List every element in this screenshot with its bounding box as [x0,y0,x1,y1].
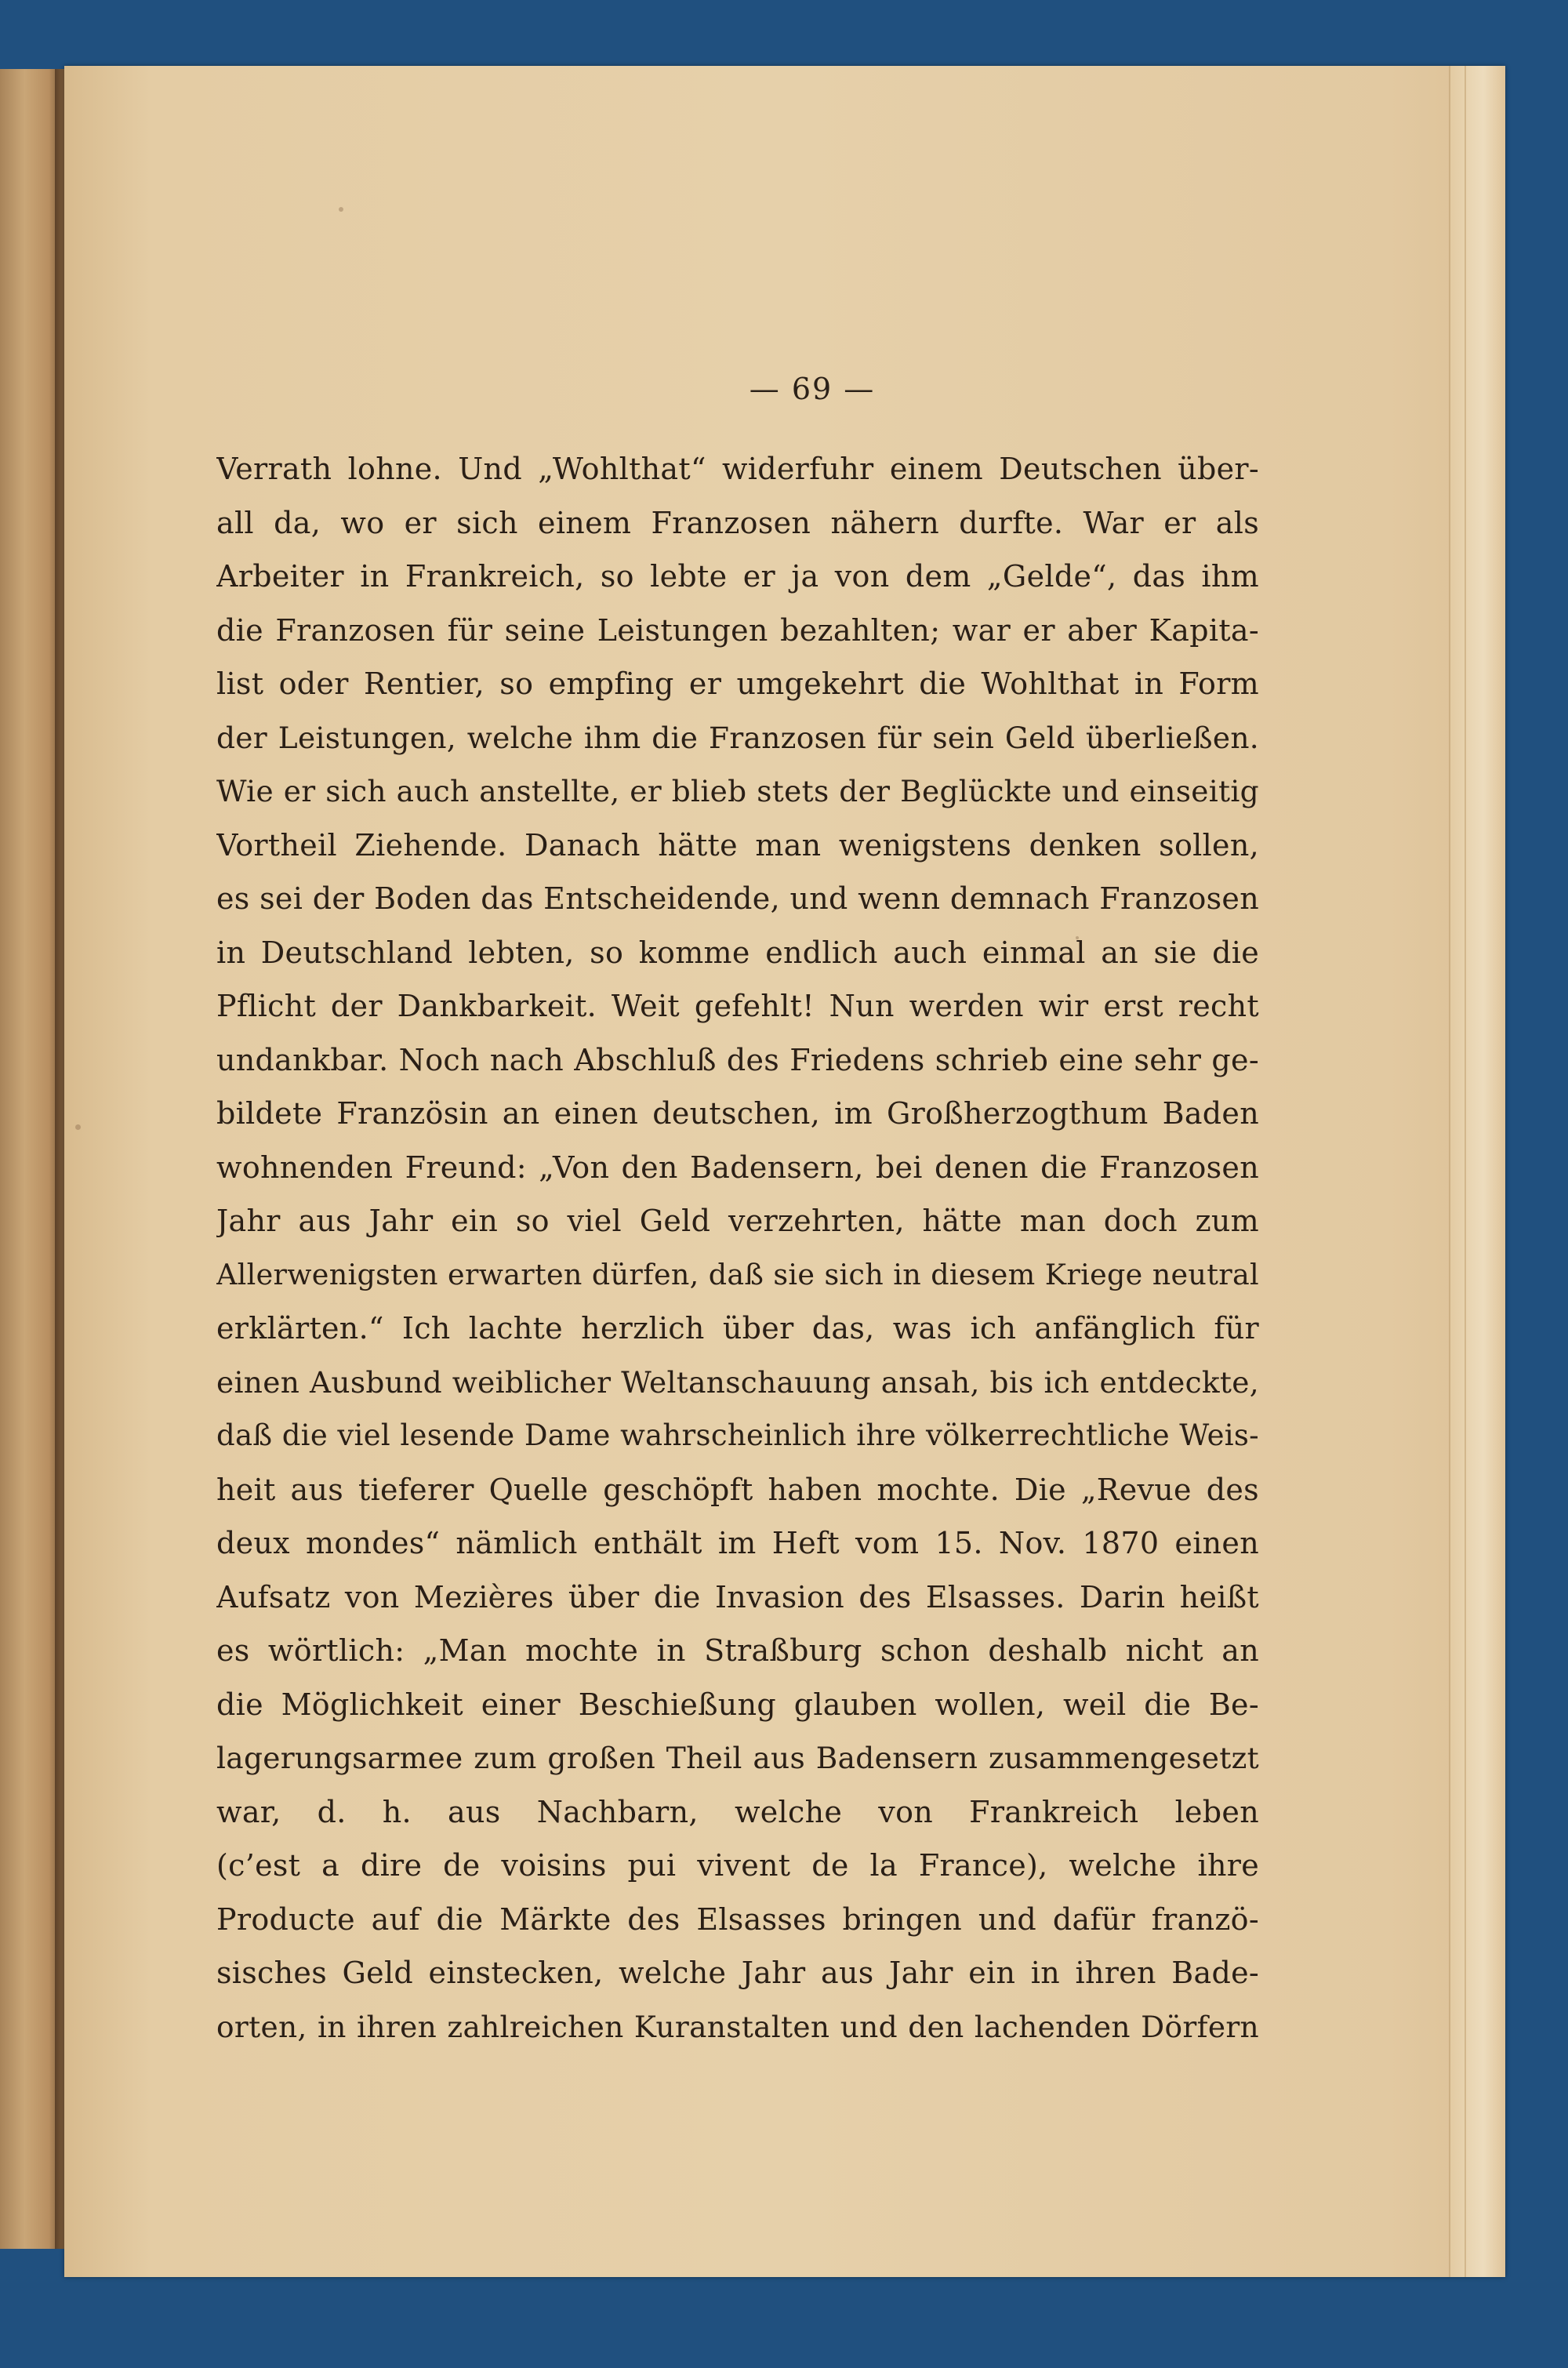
book-page [64,66,1505,2277]
text-line: orten, in ihren zahlreichen Kuranstalten und den lachenden Dörfern [216,2009,1259,2044]
text-line: es sei der Boden das Entscheidende, und wenn demnach Franzosen [216,881,1259,916]
paper-speck [339,207,343,212]
text-line: der Leistungen, welche ihm die Franzosen für sein Geld überließen. [216,720,1259,755]
text-line: Vortheil Ziehende. Danach hätte man wenigstens denken sollen, [216,827,1259,863]
text-line: Producte auf die Märkte des Elsasses bringen und dafür franzö- [216,1901,1259,1937]
text-line: Allerwenigsten erwarten dürfen, daß sie sich in diesem Kriege neutral [216,1257,1259,1291]
text-line: sisches Geld einstecken, welche Jahr aus Jahr ein in ihren Bade- [216,1956,1259,1990]
text-line: deux mondes“ nämlich enthält im Heft vom 15. Nov. 1870 einen [216,1526,1259,1560]
text-line: war, d. h. aus Nachbarn, welche von Frankreich leben [216,1794,1259,1829]
text-line: die Möglichkeit einer Beschießung glauben wollen, weil die Be- [216,1687,1259,1722]
text-line: all da, wo er sich einem Franzosen nähern durfte. War er als [216,505,1259,540]
page-number: — 69 — [749,372,876,406]
text-line: erklärten.“ Ich lachte herzlich über das, was ich anfänglich für [216,1311,1259,1346]
text-line: wohnenden Freund: „Von den Badensern, bei denen die Franzosen [216,1149,1259,1185]
text-line: Verrath lohne. Und „Wohlthat“ widerfuhr einem Deutschen über- [216,452,1259,486]
text-line: list oder Rentier, so empfing er umgekehrt die Wohlthat in Form [216,666,1259,701]
text-line: in Deutschland lebten, so komme endlich auch einmal an sie die [216,935,1259,970]
text-line: daß die viel lesende Dame wahrscheinlich ihre völkerrechtliche Weis- [216,1418,1259,1452]
paper-speck [75,1124,81,1130]
text-line: Jahr aus Jahr ein so viel Geld verzehrten, hätte man doch zum [216,1204,1259,1238]
text-line: undankbar. Noch nach Abschluß des Friedens schrieb eine sehr ge- [216,1042,1259,1077]
text-line: Wie er sich auch anstellte, er blieb stets der Beglückte und einseitig [216,774,1259,808]
text-line: Aufsatz von Mezières über die Invasion des Elsasses. Darin heißt [216,1579,1259,1614]
body-text [216,442,1259,2054]
left-page-edge [0,69,61,2249]
text-line: (c’est a dire de voisins pui vivent de la France), welche ihre [216,1848,1259,1883]
text-line: die Franzosen für seine Leistungen bezahlten; war er aber Kapita- [216,612,1259,648]
text-line: einen Ausbund weiblicher Weltanschauung ansah, bis ich entdeckte, [216,1364,1259,1400]
text-line: heit aus tieferer Quelle geschöpft haben mochte. Die „Revue des [216,1472,1259,1507]
text-line: Pflicht der Dankbarkeit. Weit gefehlt! Nun werden wir erst recht [216,989,1259,1023]
text-line: Arbeiter in Frankreich, so lebte er ja von dem „Gelde“, das ihm [216,559,1259,594]
text-line: es wörtlich: „Man mochte in Straßburg schon deshalb nicht an [216,1633,1259,1668]
text-line: lagerungsarmee zum großen Theil aus Badensern zusammengesetzt [216,1741,1259,1775]
text-line: bildete Französin an einen deutschen, im Großherzogthum Baden [216,1096,1259,1131]
